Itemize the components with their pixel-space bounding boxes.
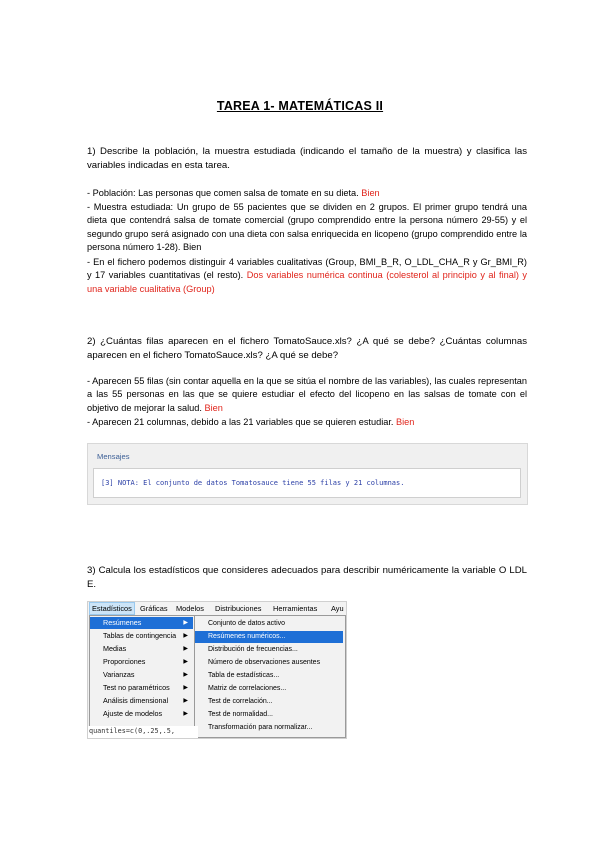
menu-item-varianzas[interactable] [90, 669, 193, 681]
submenu-arrow-icon: ▶ [183, 620, 188, 626]
menu-item-label: Análisis dimensional [103, 696, 169, 705]
submenu-arrow-icon: ▶ [183, 698, 188, 704]
submenu-item-test-correlacion[interactable]: Test de correlación... [208, 698, 273, 705]
answer-1-variables-text: - En el fichero podemos distinguir 4 variables cualitativas (Group, BMI_B_R, O_LDL_CHA_R y Gr_BMI_R) y 17 variables cuantitativas (el resto). [87, 257, 527, 281]
submenu-arrow-icon: ▶ [183, 633, 188, 639]
feedback-2-filas: Bien [204, 402, 223, 413]
question-1: 1) Describe la población, la muestra estudiada (indicando el tamaño de la muestra) y clasifica las variables indicadas en esta tarea. [87, 146, 527, 171]
menu-item-label: Medias [103, 644, 127, 653]
submenu-arrow-icon: ▶ [183, 672, 188, 678]
menu-estadisticos[interactable]: Estadísticos [89, 602, 135, 615]
answer-1-poblacion-text: - Población: Las personas que comen salsa de tomate en su dieta. [87, 188, 359, 198]
menu-item-test-no-parametricos[interactable] [90, 682, 193, 694]
question-2: 2) ¿Cuántas filas aparecen en el fichero TomatoSauce.xls? ¿A qué se debe? ¿Cuántas columnas aparecen en el fichero TomatoSauce.xls? ¿A qué se debe? [87, 336, 527, 361]
answer-1-variables [87, 256, 527, 296]
menu-item-proporciones[interactable] [90, 656, 193, 668]
submenu-arrow-icon: ▶ [183, 646, 188, 652]
submenu-item-test-normalidad[interactable]: Test de normalidad... [208, 711, 273, 718]
feedback-1-poblacion: Bien [361, 188, 380, 198]
resumenes-submenu [194, 615, 346, 738]
submenu-item-distribucion-frecuencias[interactable]: Distribución de frecuencias... [208, 646, 298, 653]
menu-graficas[interactable]: Gráficas [140, 604, 168, 613]
menu-item-resumenes[interactable] [90, 617, 193, 629]
answer-2-columnas-text: - Aparecen 21 columnas, debido a las 21 variables que se quieren estudiar. [87, 417, 394, 427]
question-3: 3) Calcula los estadísticos que consideres adecuados para describir numéricamente la variable O LDL E. [87, 565, 527, 590]
menu-item-label: Varianzas [103, 670, 135, 679]
answer-2-columnas [87, 416, 527, 429]
menu-item-medias[interactable] [90, 643, 193, 655]
menu-item-ajuste-modelos[interactable] [90, 708, 193, 720]
answer-2-filas [87, 375, 527, 415]
answer-1-muestra: - Muestra estudiada: Un grupo de 55 pacientes que se dividen en 2 grupos. El primer grupo tendrá una dieta que contendrá salsa de tomate comercial (grupo comprendido entre la persona número 29-55) y el segundo grupo será asignado con una dieta con salsa enriquecida en licopeno (grupo comprendido entre la persona número 1-28). Bien [87, 202, 527, 252]
console-label: Mensajes [97, 452, 130, 461]
submenu-item-observaciones-ausentes[interactable]: Número de observaciones ausentes [208, 659, 321, 666]
menu-item-analisis-dimensional[interactable] [90, 695, 193, 707]
menu-ayuda[interactable]: Ayu [331, 604, 344, 613]
menu-item-label: Tablas de contingencia [103, 631, 177, 640]
submenu-arrow-icon: ▶ [183, 659, 188, 665]
console-code-text: quantiles=c(0,.25,.5, [89, 727, 175, 735]
menu-screenshot [87, 601, 347, 739]
menu-item-label: Ajuste de modelos [103, 709, 163, 718]
submenu-item-matriz-correlaciones[interactable]: Matriz de correlaciones... [208, 685, 287, 692]
console-output-area [93, 468, 521, 498]
console-message: [3] NOTA: El conjunto de datos Tomatosauce tiene 55 filas y 21 columnas. [101, 479, 405, 487]
feedback-1-variables: Dos variables numérica continua (colesterol al principio y al final) y una variable cualitativa (Group) [87, 270, 527, 294]
menu-herramientas[interactable]: Herramientas [273, 604, 318, 613]
page-title: TAREA 1- MATEMÁTICAS II [216, 99, 384, 113]
submenu-arrow-icon: ▶ [183, 685, 188, 691]
submenu-item-conjunto-datos[interactable]: Conjunto de datos activo [208, 620, 286, 627]
feedback-2-columnas: Bien [396, 417, 415, 427]
menu-item-label: Resúmenes [103, 618, 142, 627]
menu-item-label: Test no paramétricos [103, 683, 170, 692]
answer-2-filas-text: - Aparecen 55 filas (sin contar aquella en la que se sitúa el nombre de las variables), las cuales representan a las 55 personas en las que se quiere estudiar el efecto del licopeno en las salsas de tomate con el objetivo de mejorar la salud. [87, 376, 527, 413]
submenu-arrow-icon: ▶ [183, 711, 188, 717]
submenu-item-transformacion[interactable]: Transformación para normalizar... [208, 724, 313, 731]
menu-distribuciones[interactable]: Distribuciones [215, 604, 262, 613]
answer-1-poblacion [87, 187, 527, 200]
statistics-menu [89, 615, 196, 729]
menu-modelos[interactable]: Modelos [176, 604, 204, 613]
submenu-item-tabla-estadisticas[interactable]: Tabla de estadísticas... [208, 672, 280, 679]
menu-item-tablas-contingencia[interactable] [90, 630, 193, 642]
console-code-snippet [88, 726, 198, 738]
menubar [88, 602, 346, 615]
messages-console-screenshot [87, 443, 528, 505]
menu-item-label: Proporciones [103, 657, 146, 666]
submenu-item-resumenes-numericos[interactable]: Resúmenes numéricos... [195, 631, 343, 643]
